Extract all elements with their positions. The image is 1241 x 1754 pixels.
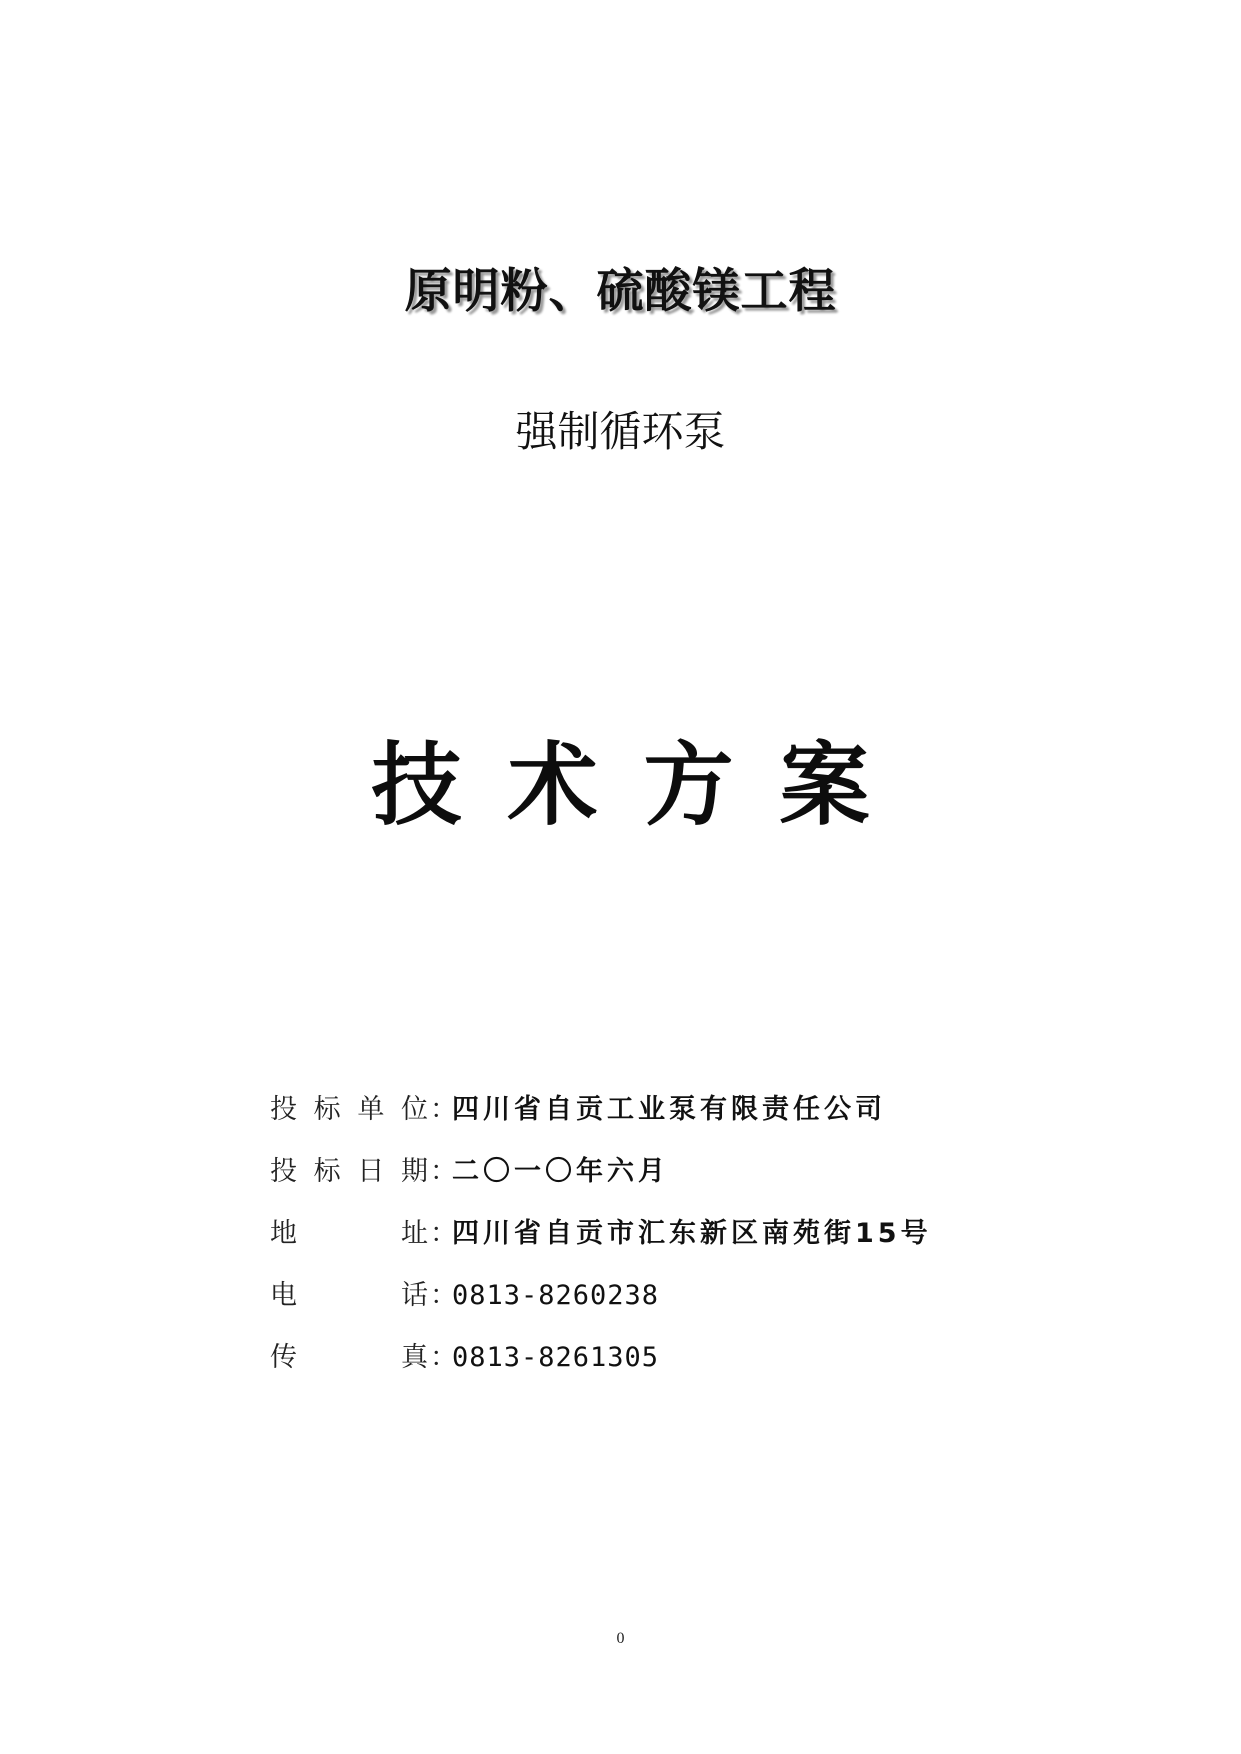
info-colon: ：	[430, 1094, 457, 1125]
info-label: 投 标 单 位	[270, 1094, 430, 1125]
bidder-name: 四川省自贡工业泵有限责任公司	[452, 1094, 886, 1125]
project-title: 原明粉、硫酸镁工程	[404, 264, 837, 319]
bidder-info-block	[270, 1090, 1170, 1400]
info-label: 传 真	[270, 1342, 430, 1373]
info-row-address	[270, 1214, 1170, 1276]
info-colon: ：	[430, 1280, 457, 1311]
info-row-bidder	[270, 1090, 1170, 1152]
info-label: 投 标 日 期	[270, 1156, 430, 1187]
address-value: 四川省自贡市汇东新区南苑街15号	[452, 1218, 932, 1249]
document-type-heading: 技术方案	[371, 732, 916, 838]
info-row-date	[270, 1152, 1170, 1214]
info-colon: ：	[430, 1218, 457, 1249]
info-colon: ：	[430, 1156, 457, 1187]
phone-number: 0813-8260238	[452, 1280, 660, 1311]
bid-date: 二〇一〇年六月	[452, 1156, 669, 1187]
page-number: 0	[616, 1630, 625, 1647]
info-row-phone	[270, 1276, 1170, 1338]
fax-number: 0813-8261305	[452, 1342, 660, 1373]
product-subtitle: 强制循环泵	[515, 407, 726, 456]
info-colon: ：	[430, 1342, 457, 1373]
info-row-fax	[270, 1338, 1170, 1400]
info-label: 电 话	[270, 1280, 430, 1311]
info-label: 地 址	[270, 1218, 430, 1249]
